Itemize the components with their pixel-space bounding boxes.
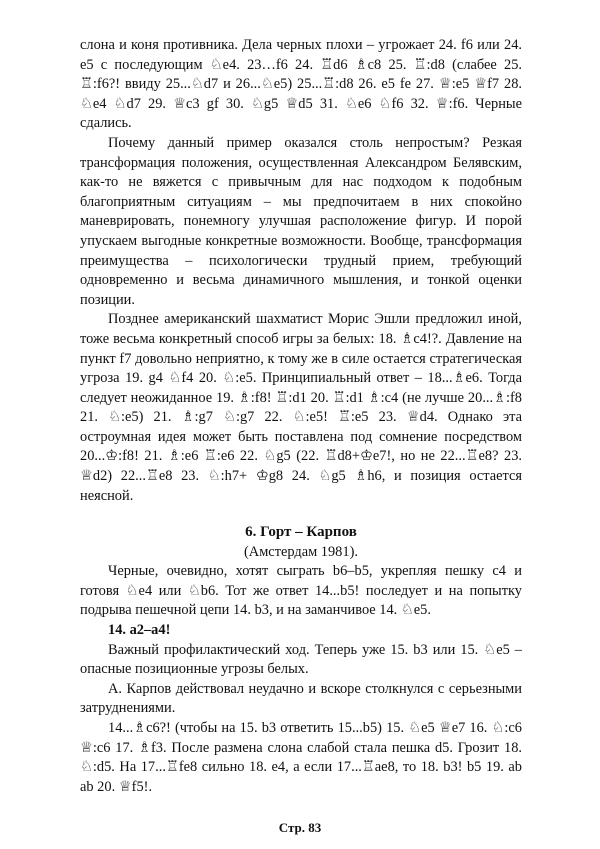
paragraph-karpov: А. Карпов действовал неудачно и вскоре столкнулся с серьезными затруднениями. <box>80 680 522 717</box>
paragraph-continuation: слона и коня противника. Дела черных плохи – угрожает 24. f6 или 24. e5 с последующим ♘e4. 23…f6 24. ♖d6 ♗c8 25. ♖:d8 (слабее 25. ♖:f6?! ввиду 25...♘d7 и 26...♘e5) 25...♖:d8 26. e5 fe 27. ♕:e5 ♕f7 28. ♘e4 ♘d7 29. ♕c3 gf 30. ♘g5 ♕d5 31. ♘e6 ♘f6 32. ♕:f6. Черные сдались. <box>80 37 522 132</box>
move-line: 14. a2–a4! <box>108 622 171 639</box>
paragraph-black-plan: Черные, очевидно, хотят сыграть b6–b5, укрепляя пешку c4 и готовя ♘e4 или ♘b6. Тот же ответ 14...b5! последует и на попытку подрыва пешечной цепи 14. b3, и на заманчивое 14. ♘e5. <box>80 563 522 619</box>
paragraph-continuation-moves: 14...♗c6?! (чтобы на 15. b3 ответить 15...b5) 15. ♘e5 ♕e7 16. ♘:c6 ♕:c6 17. ♗f3. После размена слона слабой стала пешка d5. Грозит 18. ♘:d5. На 17...♖fe8 сильно 18. e4, а если 17...♖ae8, то 18. b3! b5 19. ab ab 20. ♕f5!. <box>80 720 522 795</box>
section-gap <box>80 506 522 522</box>
paragraph-prophylactic: Важный профилактический ход. Теперь уже 15. b3 или 15. ♘e5 – опасные позиционные угрозы белых. <box>80 641 522 678</box>
game-heading: 6. Горт – Карпов <box>245 524 357 541</box>
paragraph-ashley-idea: Позднее американский шахматист Морис Эшли предложил иной, тоже весьма конкретный способ игры за белых: 18. ♗c4!?. Давление на пункт f7 довольно неприятно, к тому же в силе остается стратегическая угроза 19. g4 ♘f4 20. ♘:e5. Принципиальный ответ – 18...♗e6. Тогда следует неожиданное 19. ♗:f8! ♖:d1 20. ♖:d1 ♗:c4 (не лучше 20...♗:f8 21. ♘:e5) 21. ♗:g7 ♘:g7 22. ♘:e5! ♖:e5 23. ♕d4. Однако эта остроумная идея может быть поставлена под сомнение посредством 20...♔:f8! 21. ♗:e6 ♖:e6 22. ♘g5 (22. ♖d8+♔e7!, но не 22...♖e8? 23. ♕d2) 22...♖e8 23. ♘:h7+ ♔g8 24. ♘g5 ♗h6, и позиция остается неясной. <box>80 311 522 504</box>
page-number: Стр. 83 <box>278 820 322 835</box>
page-body <box>80 36 522 797</box>
paragraph-analysis: Почему данный пример оказался столь непростым? Резкая трансформация положения, осуществленная Александром Белявским, как-то не вяжется с привычным для нас подходом к подобным благоприятным ситуациям – мы предпочитаем в них спокойно маневрировать, понемногу улучшая расположение фигур. И порой упускаем выгодные конкретные возможности. Вообще, трансформация преимущества – психологически трудный прием, требующий одновременно и весьма динамичного мышления, и тонкой оценки позиции. <box>80 134 522 308</box>
game-event: (Амстердам 1981). <box>244 544 358 561</box>
